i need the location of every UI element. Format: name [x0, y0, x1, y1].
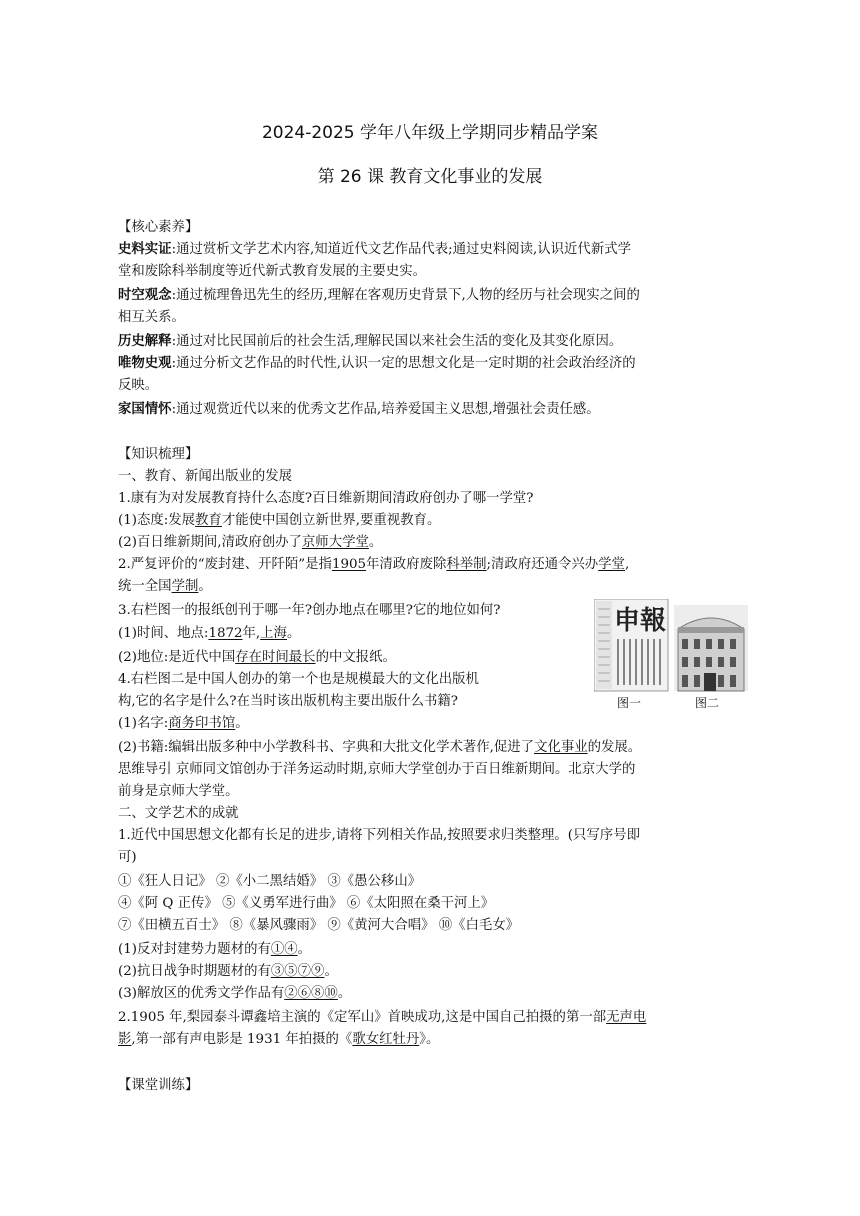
figure-2-caption: 图二 [695, 696, 720, 710]
question-5: 1.近代中国思想文化都有长足的进步,请将下列相关作品,按照要求归类整理。(只写序号即 [118, 828, 640, 843]
answer-3b: (2)地位:是近代中国存在时间最长的中文报纸。 [118, 650, 396, 665]
works-list-1: ①《狂人日记》 ②《小二黑结婚》 ③《愚公移山》 [118, 874, 422, 889]
question-1: 1.康有为对发展教育持什么态度?百日维新期间清政府创办了哪一学堂? [118, 491, 534, 506]
newspaper-and-building-illustration [594, 599, 750, 693]
core-text: :通过分析文艺作品的时代性,认识一定的思想文化是一定时期的社会政治经济的 [171, 356, 636, 371]
category-3: (3)解放区的优秀文学作品有②⑥⑧⑩。 [118, 986, 352, 1001]
core-text: :通过观赏近代以来的优秀文艺作品,培养爱国主义思想,增强社会责任感。 [171, 402, 600, 417]
film-question: 2.1905 年,梨园泰斗谭鑫培主演的《定军山》首映成功,这是中国自己拍摄的第一部无声电 [118, 1010, 647, 1025]
answer-blank: 1905 [331, 557, 367, 572]
newspaper-image [594, 599, 668, 691]
question-3: 3.右栏图一的报纸创刊于哪一年?创办地点在哪里?它的地位如何? [118, 603, 501, 618]
core-label: 史料实证 [118, 242, 172, 257]
film-question-cont: 影,第一部有声电影是 1931 年拍摄的《歌女红牡丹》。 [118, 1032, 440, 1047]
core-item-2 [118, 286, 640, 306]
answer-1b: (2)百日维新期间,清政府创办了京师大学堂。 [118, 535, 383, 550]
category-2: (2)抗日战争时期题材的有③⑤⑦⑨。 [118, 964, 338, 979]
answer-blank: 文化事业 [534, 740, 588, 755]
core-heading: 【核心素养】 [118, 220, 199, 235]
answer-blank: 教育 [195, 513, 222, 528]
core-item-4 [118, 354, 636, 374]
answer-blank: 影 [118, 1032, 132, 1047]
answer-blank: 上海 [260, 626, 287, 641]
figure-1-caption: 图一 [617, 696, 642, 710]
category-1: (1)反对封建势力题材的有①④。 [118, 942, 312, 957]
question-2-cont: 统一全国学制。 [118, 579, 212, 594]
building-image [674, 605, 748, 691]
lesson-title: 第 26 课 教育文化事业的发展 [317, 167, 543, 187]
answer-blank: 1872 [208, 626, 243, 641]
document-title: 2024-2025 学年八年级上学期同步精品学案 [261, 123, 599, 143]
answer-1a: (1)态度:发展教育才能使中国创立新世界,要重视教育。 [118, 513, 441, 528]
answer-blank: 学堂 [598, 557, 625, 572]
core-text: :通过梳理鲁迅先生的经历,理解在客观历史背景下,人物的经历与社会现实之间的 [171, 288, 640, 303]
answer-blank: 学制 [171, 579, 199, 594]
works-list-2: ④《阿 Q 正传》 ⑤《义勇军进行曲》 ⑥《太阳照在桑干河上》 [118, 896, 495, 911]
answer-blank: ①④ [270, 942, 298, 957]
core-label: 历史解释 [118, 334, 172, 349]
question-2: 2.严复评价的“废封建、开阡陌”是指1905年清政府废除科举制;清政府还通令兴办学堂, [118, 557, 630, 572]
core-item-2-cont: 相互关系。 [118, 310, 185, 325]
newspaper-masthead: 申報 [613, 606, 667, 636]
core-text: :通过对比民国前后的社会生活,理解民国以来社会生活的变化及其变化原因。 [171, 334, 623, 349]
thinking-guide-cont: 前身是京师大学堂。 [118, 784, 239, 799]
section-1-heading: 一、教育、新闻出版业的发展 [118, 469, 293, 484]
knowledge-heading: 【知识梳理】 [118, 447, 199, 462]
question-5-cont: 可) [118, 850, 137, 865]
core-item-1-cont: 堂和废除科举制度等近代新式教育发展的主要史实。 [118, 264, 426, 279]
answer-4b: (2)书籍:编辑出版多种中小学教科书、字典和大批文化学术著作,促进了文化事业的发展。 [118, 740, 642, 755]
practice-heading: 【课堂训练】 [118, 1078, 199, 1093]
answer-blank: 存在时间最长 [235, 650, 316, 665]
answer-blank: 科举制 [446, 557, 487, 572]
answer-blank: 商务印书馆 [168, 716, 236, 731]
answer-3a: (1)时间、地点:1872年,上海。 [118, 626, 301, 641]
thinking-guide: 思维导引 京师同文馆创办于洋务运动时期,京师大学堂创办于百日维新期间。北京大学的 [118, 762, 636, 777]
core-item-5 [118, 400, 600, 420]
core-label: 唯物史观 [118, 356, 172, 371]
core-item-1 [118, 240, 631, 260]
question-4-cont: 构,它的名字是什么?在当时该出版机构主要出版什么书籍? [118, 694, 458, 709]
core-item-3 [118, 332, 622, 352]
core-item-4-cont: 反映。 [118, 378, 159, 393]
section-2-heading: 二、文学艺术的成就 [118, 806, 239, 821]
answer-blank: ②⑥⑧⑩ [284, 986, 338, 1001]
answer-blank: 京师大学堂 [301, 535, 369, 550]
answer-blank: ③⑤⑦⑨ [270, 964, 325, 979]
core-label: 时空观念 [118, 288, 172, 303]
core-text: :通过赏析文学艺术内容,知道近代文艺作品代表;通过史料阅读,认识近代新式学 [171, 242, 631, 257]
question-4: 4.右栏图二是中国人创办的第一个也是规模最大的文化出版机 [118, 672, 479, 687]
answer-blank: 歌女红牡丹 [352, 1032, 420, 1047]
core-label: 家国情怀 [118, 402, 172, 417]
answer-blank: 无声电 [606, 1010, 647, 1025]
works-list-3: ⑦《田横五百士》 ⑧《暴风骤雨》 ⑨《黄河大合唱》 ⑩《白毛女》 [118, 918, 520, 933]
answer-4a: (1)名字:商务印书馆。 [118, 716, 249, 731]
figure-images [594, 599, 750, 699]
